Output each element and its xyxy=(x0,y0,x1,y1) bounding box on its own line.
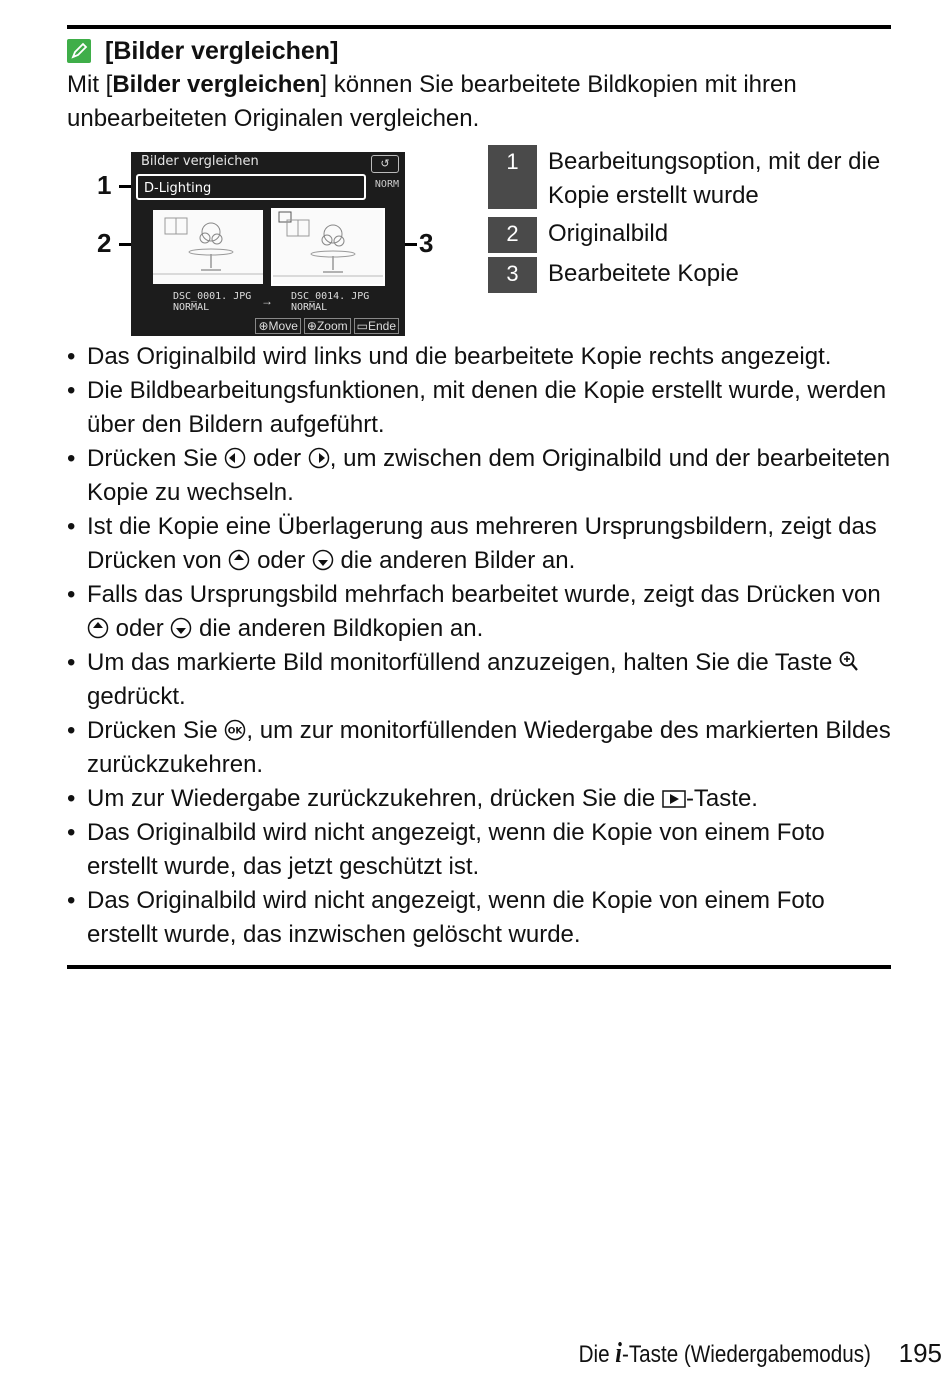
camera-screen xyxy=(131,152,405,336)
compare-arrow: → xyxy=(261,294,273,308)
ok-button-icon xyxy=(224,719,246,741)
svg-text:OK: OK xyxy=(228,726,243,737)
legend-text: Bearbeitete Kopie xyxy=(548,260,739,287)
bullet-item: • Ist die Kopie eine Überlagerung aus mehreren Ursprungsbildern, zeigt das Drücken von oder die anderen Bilder an. xyxy=(67,510,897,578)
legend-row xyxy=(488,217,888,253)
callout-2: 2 xyxy=(97,228,112,258)
legend-row xyxy=(488,257,888,293)
bullet-item: • Falls das Ursprungsbild mehrfach bearbeitet wurde, zeigt das Drücken von oder die anderen Bildkopien an. xyxy=(67,578,897,646)
callout-1: 1 xyxy=(97,170,112,200)
legend-number: 1 xyxy=(488,145,537,209)
multi-selector-down-icon xyxy=(312,549,334,571)
bullet-item: • Das Originalbild wird links und die bearbeitete Kopie rechts angezeigt. xyxy=(67,340,897,374)
legend-text: Originalbild xyxy=(548,220,669,247)
legend-table xyxy=(488,145,888,297)
screen-hints xyxy=(255,318,399,334)
callout-3: 3 xyxy=(419,228,434,258)
screen-title: Bilder vergleichen xyxy=(141,154,259,169)
bullet-item: • Um das markierte Bild monitorfüllend anzuzeigen, halten Sie die Taste gedrückt. xyxy=(67,646,897,714)
bullet-item: • Drücken Sie OK , um zur monitorfüllenden Wiedergabe des markierten Bildes zurückzukehren. xyxy=(67,714,897,782)
bullet-item: • Drücken Sie oder , um zwischen dem Originalbild und der bearbeiteten Kopie zu wechseln. xyxy=(67,442,897,510)
legend-number: 3 xyxy=(488,257,537,293)
legend-text: Bearbeitungsoption, mit der die Kopie erstellt wurde xyxy=(548,148,881,209)
i-button-glyph: i xyxy=(614,1338,622,1369)
hint-move: ⊕Move xyxy=(255,318,300,334)
bullet-item: • Das Originalbild wird nicht angezeigt, wenn die Kopie von einem Foto erstellt wurde, das inzwischen gelöscht wurde. xyxy=(67,884,897,952)
left-file-info: DSC_0001. JPG NORMAL xyxy=(173,291,252,313)
hint-end: ▭Ende xyxy=(354,318,399,334)
multi-selector-up-icon xyxy=(87,617,109,639)
intro-bold-term: Bilder vergleichen xyxy=(112,71,321,98)
size-tag: NORM xyxy=(374,179,399,190)
playback-button-icon xyxy=(662,789,686,809)
original-thumbnail xyxy=(153,210,263,284)
edit-option-box: D-Lighting xyxy=(136,174,366,200)
retouch-pencil-icon xyxy=(67,39,91,63)
camera-screen-figure xyxy=(93,148,453,340)
multi-selector-up-icon xyxy=(228,549,250,571)
bullet-item: • Das Originalbild wird nicht angezeigt, wenn die Kopie von einem Foto erstellt wurde, das jetzt geschützt ist. xyxy=(67,816,897,884)
multi-selector-down-icon xyxy=(170,617,192,639)
page-footer xyxy=(531,1338,942,1370)
bullet-list xyxy=(67,340,897,952)
bullet-item: • Die Bildbearbeitungsfunktionen, mit denen die Kopie erstellt wurde, werden über den Bildern aufgeführt. xyxy=(67,374,897,442)
legend-number: 2 xyxy=(488,217,537,253)
section-title-text: [Bilder vergleichen] xyxy=(105,36,339,65)
intro-paragraph: Mit [Bilder vergleichen] können Sie bearbeitete Bildkopien mit ihren unbearbeiteten Originalen vergleichen. xyxy=(67,71,797,132)
edited-thumbnail xyxy=(271,208,385,286)
back-icon: ↺ xyxy=(371,155,399,173)
legend-row xyxy=(488,145,888,213)
footer-section-name: Die i-Taste (Wiedergabemodus) xyxy=(578,1338,871,1369)
page-number: 195 xyxy=(898,1338,942,1368)
right-file-info: DSC_0014. JPG NORMAL xyxy=(291,291,370,313)
section-title xyxy=(67,34,338,68)
bullet-item: • Um zur Wiedergabe zurückzukehren, drücken Sie die -Taste. xyxy=(67,782,897,816)
zoom-in-icon xyxy=(839,651,859,673)
multi-selector-left-icon xyxy=(224,447,246,469)
multi-selector-right-icon xyxy=(308,447,330,469)
bottom-rule xyxy=(67,965,891,969)
hint-zoom: ⊕Zoom xyxy=(304,318,351,334)
top-rule xyxy=(67,25,891,29)
